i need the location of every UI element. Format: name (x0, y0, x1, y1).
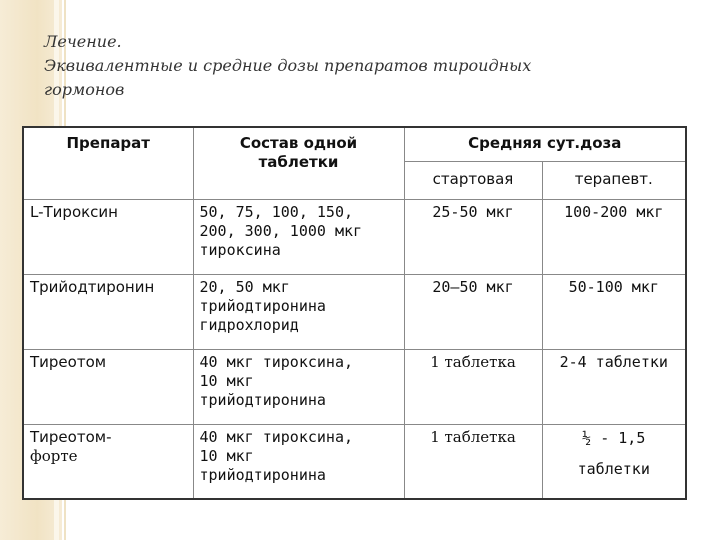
row-drug: L-Тироксин (23, 200, 193, 275)
row-drug: Трийодтиронин (23, 275, 193, 350)
title-line-1: Лечение. (44, 32, 122, 51)
header-composition-line-1: Состав одной (239, 134, 358, 152)
row-therapeutic-dose (542, 425, 686, 499)
row-composition (193, 275, 404, 350)
row-therapeutic-dose: 2-4 таблетки (542, 350, 686, 425)
row-drug (23, 425, 193, 499)
row-starting-dose: 20–50 мкг (404, 275, 542, 350)
composition-line: 40 мкг тироксина, (199, 428, 354, 446)
table-row (23, 200, 686, 275)
header-therapeutic: терапевт. (542, 162, 686, 200)
table-row (23, 275, 686, 350)
row-composition (193, 425, 404, 499)
table-row (23, 350, 686, 425)
page-title (44, 30, 684, 102)
row-composition (193, 350, 404, 425)
table-row (23, 425, 686, 499)
composition-line: 10 мкг (199, 447, 254, 465)
row-starting-dose: 1 таблетка (404, 350, 542, 425)
row-therapeutic-dose: 100-200 мкг (542, 200, 686, 275)
composition-line: тироксина (199, 241, 281, 259)
header-starting: стартовая (404, 162, 542, 200)
header-daily-dose: Средняя сут.доза (404, 127, 686, 162)
row-drug: Тиреотом (23, 350, 193, 425)
row-composition (193, 200, 404, 275)
header-composition-line-2: таблетки (258, 153, 339, 171)
row-starting-dose: 25-50 мкг (404, 200, 542, 275)
composition-line: 50, 75, 100, 150, (199, 203, 354, 221)
composition-line: гидрохлорид (199, 316, 299, 334)
title-line-2: Эквивалентные и средние дозы препаратов тироидных (44, 56, 532, 75)
header-composition (193, 127, 404, 200)
drug-name-line: форте (30, 447, 78, 465)
therapeutic-line: таблетки (577, 460, 650, 478)
composition-line: 200, 300, 1000 мкг (199, 222, 363, 240)
composition-line: 20, 50 мкг (199, 278, 290, 296)
therapeutic-line: ½ - 1,5 (582, 429, 646, 447)
composition-line: трийодтиронина (199, 297, 326, 315)
composition-line: 10 мкг (199, 372, 254, 390)
dose-table (22, 126, 687, 500)
row-starting-dose: 1 таблетка (404, 425, 542, 499)
title-line-3: гормонов (44, 80, 125, 99)
header-drug: Препарат (23, 127, 193, 200)
drug-name-line: Тиреотом- (30, 428, 112, 446)
composition-line: 40 мкг тироксина, (199, 353, 354, 371)
row-therapeutic-dose: 50-100 мкг (542, 275, 686, 350)
composition-line: трийодтиронина (199, 466, 326, 484)
composition-line: трийодтиронина (199, 391, 326, 409)
table-header-row (23, 127, 686, 162)
